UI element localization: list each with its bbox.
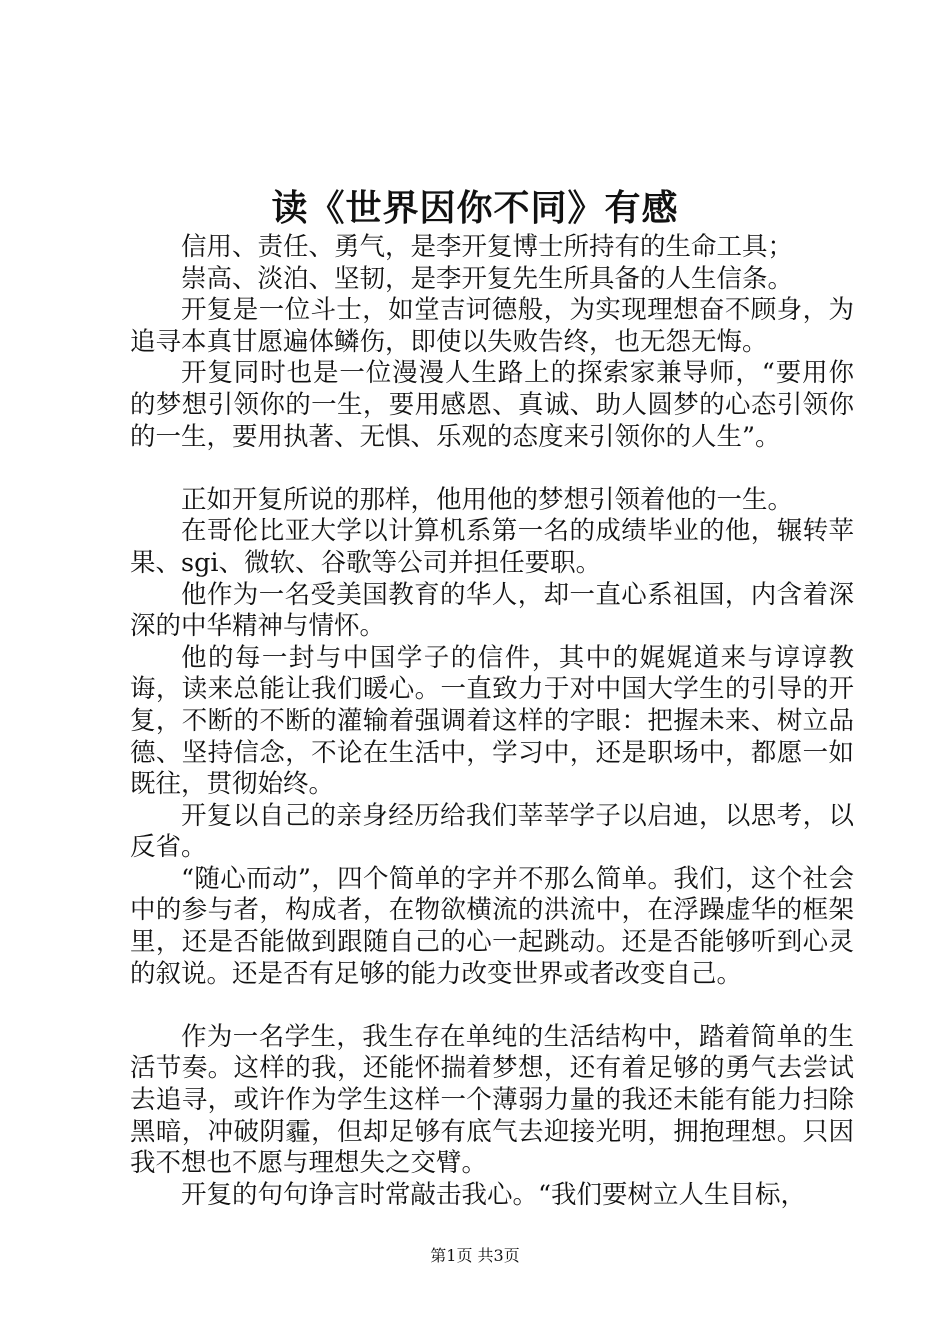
- paragraph: 他作为一名受美国教育的华人，却一直心系祖国，内含着深深的中华精神与情怀。: [130, 579, 854, 642]
- document-title: 读《世界因你不同》有感: [271, 187, 679, 229]
- paragraph: 作为一名学生，我生存在单纯的生活结构中，踏着简单的生活节奏。这样的我，还能怀揣着梦想，还有着足够的勇气去尝试去追寻，或许作为学生这样一个薄弱力量的我还未能有能力扫除黑暗，冲破阴霾，但却足够有底气去迎接光明，拥抱理想。只因我不想也不愿与理想失之交臂。: [130, 1021, 854, 1179]
- page-number-footer: 第1页 共3页: [430, 1246, 520, 1265]
- paragraph: 开复同时也是一位漫漫人生路上的探索家兼导师，“要用你的梦想引领你的一生，要用感恩、真诚、助人圆梦的心态引领你的一生，要用执著、无惧、乐观的态度来引领你的人生”。: [130, 358, 854, 452]
- paragraph: 开复是一位斗士，如堂吉诃德般，为实现理想奋不顾身，为追寻本真甘愿遍体鳞伤，即使以失败告终，也无怨无悔。: [130, 295, 854, 357]
- paragraph: “随心而动”，四个简单的字并不那么简单。我们，这个社会中的参与者，构成者，在物欲横流的洪流中，在浮躁虚华的框架里，还是否能做到跟随自己的心一起跳动。还是否能够听到心灵的叙说。还是否有足够的能力改变世界或者改变自己。: [130, 863, 854, 989]
- document-body: [130, 232, 854, 1211]
- paragraph: 正如开复所说的那样，他用他的梦想引领着他的一生。: [181, 484, 794, 515]
- paragraph: 崇高、淡泊、坚韧，是李开复先生所具备的人生信条。: [181, 263, 794, 294]
- paragraph: 开复以自己的亲身经历给我们莘莘学子以启迪，以思考，以反省。: [130, 800, 854, 863]
- paragraph: 信用、责任、勇气，是李开复博士所持有的生命工具；: [181, 232, 794, 262]
- paragraph: 他的每一封与中国学子的信件，其中的娓娓道来与谆谆教诲，读来总能让我们暖心。一直致力于对中国大学生的引导的开复，不断的不断的灌输着强调着这样的字眼：把握未来、树立品德、坚持信念，不论在生活中，学习中，还是职场中，都愿一如既往，贯彻始终。: [130, 642, 854, 800]
- paragraph-blank: [130, 453, 854, 485]
- paragraph: 在哥伦比亚大学以计算机系第一名的成绩毕业的他，辗转苹果、sgi、微软、谷歌等公司并担任要职。: [130, 516, 854, 578]
- paragraph: 开复的句句诤言时常敲击我心。“我们要树立人生目标，: [181, 1179, 807, 1210]
- paragraph-blank: [130, 990, 854, 1022]
